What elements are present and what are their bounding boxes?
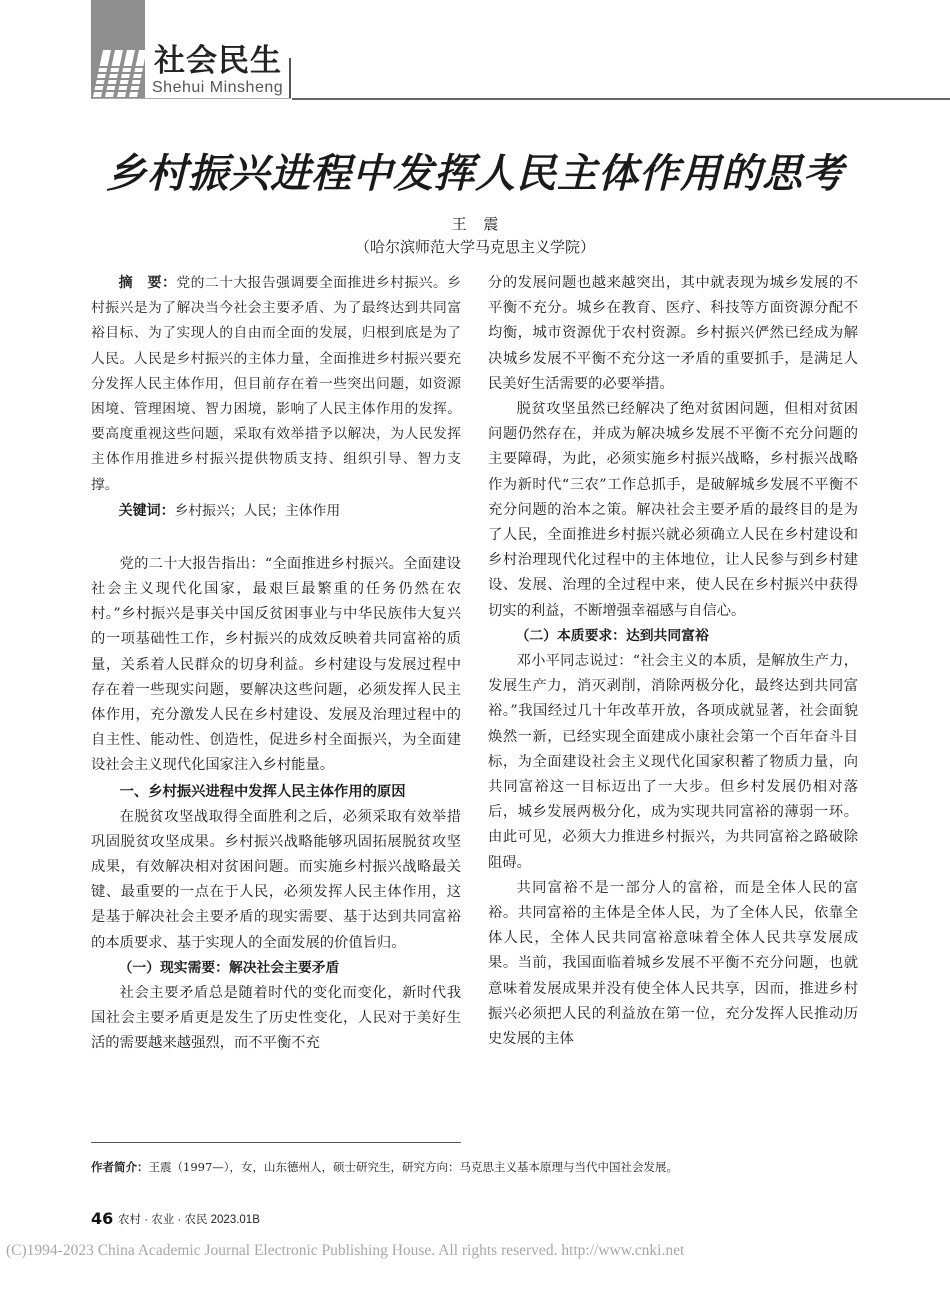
- author-footnote: [91, 1158, 871, 1176]
- section-subtitle: Shehui Minsheng: [152, 79, 284, 96]
- left-column: [91, 271, 461, 1057]
- keywords-label: 关键词：: [118, 502, 175, 519]
- footnote-text: 王震（1997—），女，山东德州人，硕士研究生，研究方向：马克思主义基本原理与当代中国社会发展。: [148, 1160, 679, 1174]
- abstract-label: 摘 要：: [118, 275, 177, 291]
- article-title: 乡村振兴进程中发挥人民主体作用的思考: [106, 151, 844, 197]
- abstract-text: 党的二十大报告强调要全面推进乡村振兴。乡村振兴是为了解决当今社会主要矛盾、为了最终达到共同富裕目标、为了实现人的自由而全面的发展，归根到底是为了人民。人民是乡村振兴的主体力量，全面推进乡村振兴要充分发挥人民主体作用，但目前存在着一些突出问题，如资源困境、管理困境、智力困境，影响了人民主体作用的发挥。要高度重视这些问题，采取有效举措予以解决，为人民发挥主体作用推进乡村振兴提供物质支持、组织引导、智力支撑。: [91, 275, 462, 493]
- paragraph: 邓小平同志说过：“社会主义的本质，是解放生产力，发展生产力，消灭剥削，消除两极分化，最终达到共同富裕。”我国经过几十年改革开放，各项成就显著，社会面貌焕然一新，已经实现全面建成小康社会第一个百年奋斗目标，为全面建设社会主义现代化国家积蓄了物质力量，向共同富裕这一目标迈出了一大步。但乡村发展仍相对落后，城乡发展两极分化，成为实现共同富裕的薄弱一环。由此可见，必须大力推进乡村振兴，为共同富裕之路破除阻碍。: [488, 653, 858, 871]
- header-rule-left: [91, 98, 291, 99]
- journal-name: 农村 · 农业 · 农民 2023.01B: [118, 1214, 260, 1226]
- paragraph: 共同富裕不是一部分人的富裕，而是全体人民的富裕。共同富裕的主体是全体人民，为了全体人民，依靠全体人民，全体人民共同富裕意味着全体人民共享发展成果。当前，我国面临着城乡发展不平衡不充分问题，也就意味着发展成果并没有使全体人民共享，因而，推进乡村振兴必须把人民的利益放在第一位，充分发挥人民推动历史发展的主体: [488, 879, 858, 1048]
- page-number: 46: [91, 1209, 114, 1228]
- header-rule: [292, 98, 950, 100]
- article-affiliation: （哈尔滨师范大学马克思主义学院）: [354, 238, 595, 256]
- keywords-text: 乡村振兴；人民；主体作用: [174, 502, 341, 519]
- paragraph: 脱贫攻坚虽然已经解决了绝对贫困问题，但相对贫困问题仍然存在，并成为解决城乡发展不平衡不充分问题的主要障碍，为此，必须实施乡村振兴战略，乡村振兴战略作为新时代“三农”工作总抓手，是破解城乡发展不平衡不充分问题的治本之策。解决社会主要矛盾的最终目的是为了人民，全面推进乡村振兴就必须确立人民在乡村建设和乡村治理现代化过程中的主体地位，让人民参与到乡村建设、发展、治理的全过程中来，使人民在乡村振兴中获得切实的利益，不断增强幸福感与自信心。: [488, 401, 858, 619]
- section-title: 社会民生: [154, 43, 282, 79]
- spacer: [91, 524, 461, 552]
- subsection-heading-2: （二）本质要求：达到共同富裕: [515, 627, 709, 644]
- subsection-heading-1: （一）现实需要：解决社会主要矛盾: [118, 959, 340, 976]
- paragraph: 社会主要矛盾总是随着时代的变化而变化，新时代我国社会主要矛盾更是发生了历史性变化，人民对于美好生活的需要越来越强烈，而不平衡不充: [91, 985, 461, 1052]
- article-author: 王 震: [451, 215, 505, 233]
- section-logo-icon: [91, 0, 145, 99]
- intro-paragraph: 党的二十大报告指出：“全面推进乡村振兴。全面建设社会主义现代化国家，最艰巨最繁重的任务仍然在农村。”乡村振兴是事关中国反贫困事业与中华民族伟大复兴的一项基础性工作，乡村振兴的成效反映着共同富裕的质量，关系着人民群众的切身利益。乡村建设与发展过程中存在着一些现实问题，要解决这些问题，必须发挥人民主体作用，充分激发人民在乡村建设、发展及治理过程中的自主性、能动性、创造性，促进乡村全面振兴，为全面建设社会主义现代化国家注入乡村能量。: [91, 555, 461, 774]
- paragraph: 分的发展问题也越来越突出，其中就表现为城乡发展的不平衡不充分。城乡在教育、医疗、科技等方面资源分配不均衡，城市资源优于农村资源。乡村振兴俨然已经成为解决城乡发展不平衡不充分这一矛盾的重要抓手，是满足人民美好生活需要的必要举措。: [488, 275, 858, 392]
- abstract: [91, 271, 461, 498]
- paragraph: 在脱贫攻坚战取得全面胜利之后，必须采取有效举措巩固脱贫攻坚成果。乡村振兴战略能够巩固拓展脱贫攻坚成果，有效解决相对贫困问题。而实施乡村振兴战略最关键、最重要的一点在于人民，必须发挥人民主体作用，这是基于解决社会主要矛盾的现实需要、基于达到共同富裕的本质要求、基于实现人的全面发展的价值旨归。: [91, 808, 461, 951]
- footnote-label: 作者简介：: [91, 1160, 149, 1174]
- copyright-watermark: (C)1994-2023 China Academic Journal Electronic Publishing House. All rights reserved. http://www.cnki.net: [6, 1242, 685, 1259]
- right-column: [488, 271, 858, 1052]
- keywords: [91, 498, 461, 524]
- section-heading-1: 一、乡村振兴进程中发挥人民主体作用的原因: [119, 783, 406, 800]
- header-divider: [289, 58, 291, 98]
- footnote-rule: [91, 1142, 461, 1143]
